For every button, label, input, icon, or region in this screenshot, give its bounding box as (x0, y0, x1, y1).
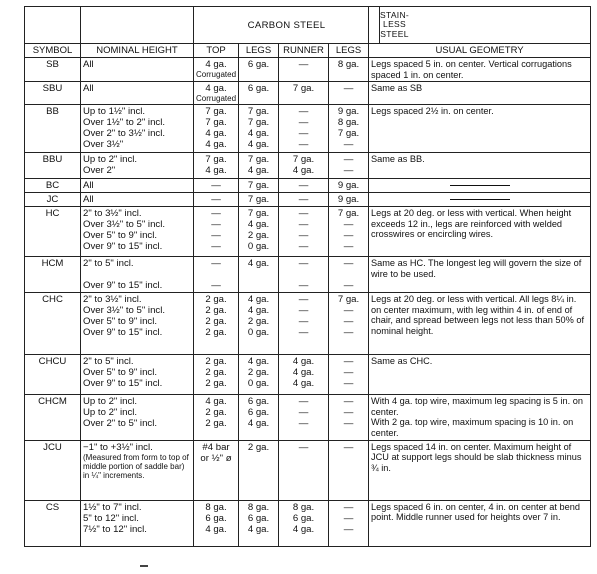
legs-cell-line: 4 ga. (247, 165, 270, 177)
top-cell-line: 4 ga. (205, 165, 227, 177)
ss-legs-cell (329, 153, 369, 179)
table-row (25, 355, 591, 395)
col-legs: LEGS (239, 44, 279, 58)
geometry-cell-line: Legs spaced 2½ in. on center. (371, 106, 494, 117)
table-row (25, 440, 591, 500)
runner-cell-line: — (298, 128, 309, 140)
geometry-cell (369, 58, 591, 82)
runner-cell-line: — (298, 441, 309, 453)
nominal-height-cell-line: All (83, 180, 94, 192)
runner-cell-line: 4 ga. (292, 523, 315, 535)
top-cell-line: 4 ga. (205, 523, 227, 535)
col-runner: RUNNER (279, 44, 329, 58)
top-cell-line: 2 ga. (205, 367, 227, 379)
legs-cell-line: 4 ga. (247, 305, 270, 317)
runner-cell-line: 4 ga. (292, 165, 315, 177)
header-column-row (25, 44, 591, 58)
nominal-height-cell-line: Over 9" to 15" incl. (83, 327, 163, 339)
runner-cell-line: 7 ga. (292, 83, 315, 95)
runner-cell (279, 179, 329, 193)
nominal-height-cell (81, 207, 194, 257)
top-cell-line (196, 269, 236, 280)
runner-cell-line: 4 ga. (292, 367, 315, 379)
symbol-cell: CHCU (25, 355, 81, 395)
runner-cell (279, 105, 329, 153)
nominal-height-cell (81, 82, 194, 105)
legs-cell-line: 0 ga. (247, 327, 270, 339)
runner-cell (279, 207, 329, 257)
runner-cell-line: — (298, 106, 309, 118)
legs-cell-line: 4 ga. (247, 139, 270, 151)
legs-cell-line: 7 ga. (247, 180, 270, 192)
ss-legs-cell (329, 355, 369, 395)
top-cell-line: — (211, 280, 221, 292)
legs-cell-line: 4 ga. (247, 128, 270, 140)
top-cell-line: — (211, 258, 221, 270)
col-nominal-height: NOMINAL HEIGHT (81, 44, 194, 58)
runner-cell (279, 440, 329, 500)
legs-cell-line (241, 280, 276, 291)
table-row (25, 179, 591, 193)
nominal-height-cell (81, 58, 194, 82)
nominal-height-cell (81, 440, 194, 500)
nominal-height-cell (81, 193, 194, 207)
legs-cell-line: 4 ga. (247, 258, 270, 270)
top-cell-line: 2 ga. (205, 316, 227, 328)
top-cell-line: 7 ga. (205, 106, 227, 118)
ss-legs-cell-line: — (343, 241, 354, 253)
nominal-height-cell-line: 2" to 5" incl. (83, 258, 134, 270)
legs-cell-line (241, 269, 276, 280)
top-cell-line: 4 ga. (205, 83, 227, 95)
table-row (25, 500, 591, 546)
top-cell (194, 440, 239, 500)
top-cell-line: Corrugated (196, 94, 236, 104)
top-cell-line: 4 ga. (205, 396, 227, 408)
col-usual-geometry: USUAL GEOMETRY (369, 44, 591, 58)
header-blank-cell (25, 7, 81, 44)
nominal-height-cell-line: Over 3½" (83, 139, 124, 151)
ss-legs-cell-line: — (343, 258, 354, 270)
legs-cell-line: 4 ga. (247, 294, 270, 306)
legs-cell-line: 2 ga. (247, 441, 270, 453)
runner-cell-line: — (298, 117, 309, 129)
symbol-cell: BC (25, 179, 81, 193)
blank-rule (450, 199, 510, 200)
top-cell-line: — (211, 230, 221, 242)
runner-cell-line: — (298, 194, 309, 206)
top-cell-line: — (211, 208, 221, 220)
table-row (25, 58, 591, 82)
runner-cell-line: 4 ga. (292, 378, 315, 390)
table-body (25, 58, 591, 547)
top-cell-line: 2 ga. (205, 294, 227, 306)
top-cell-line: #4 bar (202, 441, 230, 453)
nominal-height-cell-line: Over 9" to 15" incl. (83, 378, 163, 390)
top-cell-line: 4 ga. (205, 139, 227, 151)
ss-legs-cell-line: — (343, 154, 354, 166)
nominal-height-cell-line: Over 9" to 15" incl. (83, 280, 163, 292)
nominal-height-cell (81, 395, 194, 440)
stainless-line: STAIN- (380, 9, 410, 20)
top-cell-line: 2 ga. (205, 305, 227, 317)
stainless-steel-heading (380, 7, 409, 43)
footnote-mark (140, 565, 148, 567)
ss-legs-cell (329, 105, 369, 153)
header-group-cell (194, 7, 410, 44)
top-cell-line: 6 ga. (205, 512, 227, 524)
top-cell-line: 2 ga. (205, 356, 227, 368)
runner-cell-line: — (298, 316, 309, 328)
nominal-height-cell-line: 7½" to 12" incl. (83, 523, 147, 535)
symbol-cell: HCM (25, 257, 81, 293)
top-cell-line: 7 ga. (205, 154, 227, 166)
ss-legs-cell (329, 293, 369, 355)
geometry-cell-line: Legs at 20 deg. or less with vertical. All legs 8¼ in. on center maximum, with leg within 4 in. of end of chair, and spread between legs not less than 50% of nominal height. (371, 294, 585, 336)
table-row (25, 105, 591, 153)
geometry-cell (369, 257, 591, 293)
top-cell-line: 8 ga. (205, 501, 227, 513)
legs-cell-line: 4 ga. (247, 356, 270, 368)
ss-legs-cell (329, 179, 369, 193)
runner-cell (279, 257, 329, 293)
legs-cell-line: 0 ga. (247, 378, 270, 390)
top-cell (194, 355, 239, 395)
col-top: TOP (194, 44, 239, 58)
legs-cell (239, 355, 279, 395)
nominal-height-cell-line: 2" to 3½" incl. (83, 294, 142, 306)
nominal-height-cell-line: Over 9" to 15" incl. (83, 241, 163, 253)
top-cell-line: 2 ga. (205, 327, 227, 339)
geometry-cell (369, 500, 591, 546)
nominal-height-cell (81, 179, 194, 193)
geometry-cell (369, 395, 591, 440)
top-cell (194, 257, 239, 293)
ss-legs-cell-line: 8 ga. (337, 117, 360, 129)
symbol-cell: JC (25, 193, 81, 207)
legs-cell-line: 8 ga. (247, 501, 270, 513)
ss-legs-cell-line: — (343, 378, 354, 390)
nominal-height-cell-line: Over 2" to 5" incl. (83, 418, 157, 430)
geometry-cell-line: Legs spaced 5 in. on center. Vertical corrugations spaced 1 in. on center. (371, 59, 572, 80)
nominal-height-cell (81, 257, 194, 293)
top-cell-line: 2 ga. (205, 418, 227, 430)
nominal-height-cell-line: All (83, 194, 94, 206)
legs-cell-line: 7 ga. (247, 106, 270, 118)
legs-cell (239, 105, 279, 153)
geometry-cell-line: Legs at 20 deg. or less with vertical. When height exceeds 12 in., legs are reinforced with welded crosswires or encircling wires. (371, 208, 572, 240)
geometry-cell (369, 293, 591, 355)
geometry-cell-line: With 4 ga. top wire, maximum leg spacing is 5 in. on center. (371, 396, 583, 417)
nominal-height-cell-line: Up to 2" incl. (83, 154, 138, 166)
runner-cell-line: — (298, 230, 309, 242)
runner-cell-line: — (298, 139, 309, 151)
nominal-height-cell-line: Over 3½" to 5" incl. (83, 305, 165, 317)
symbol-cell: SB (25, 58, 81, 82)
top-cell-line: — (211, 194, 221, 206)
legs-cell-line: 6 ga. (247, 83, 270, 95)
blank-rule (450, 185, 510, 186)
top-cell-line: 4 ga. (205, 128, 227, 140)
runner-cell-line: 4 ga. (292, 356, 315, 368)
runner-cell-line: — (298, 407, 309, 419)
runner-cell (279, 500, 329, 546)
ss-legs-cell-line: — (343, 407, 354, 419)
geometry-cell (369, 193, 591, 207)
geometry-cell-line: Same as HC. The longest leg will govern the size of wire to be used. (371, 258, 582, 279)
table-row (25, 193, 591, 207)
stainless-line: STEEL (380, 28, 409, 39)
ss-legs-cell-line: — (343, 230, 354, 242)
symbol-cell: CS (25, 500, 81, 546)
legs-cell (239, 395, 279, 440)
runner-cell-line: — (298, 305, 309, 317)
runner-cell-line: — (298, 280, 309, 292)
geometry-cell-line: Same as SB (371, 83, 423, 94)
ss-legs-cell-line: 7 ga. (337, 208, 360, 220)
legs-cell (239, 193, 279, 207)
legs-cell-line: 6 ga. (247, 512, 270, 524)
legs-cell (239, 82, 279, 105)
geometry-cell-line: Same as BB. (371, 154, 425, 165)
legs-cell-line: 4 ga. (247, 219, 270, 231)
ss-legs-cell-line: — (343, 356, 354, 368)
nominal-height-cell-line: Over 5" to 9" incl. (83, 230, 157, 242)
ss-legs-cell (329, 207, 369, 257)
legs-cell-line: 6 ga. (247, 407, 270, 419)
legs-cell (239, 179, 279, 193)
ss-legs-cell (329, 440, 369, 500)
top-cell-line: — (211, 219, 221, 231)
top-cell-line: Corrugated (196, 70, 236, 79)
ss-legs-cell-line: — (343, 418, 354, 430)
runner-cell-line: 6 ga. (292, 512, 315, 524)
runner-cell-line (281, 269, 326, 280)
runner-cell (279, 355, 329, 395)
runner-cell-line: — (298, 418, 309, 430)
nominal-height-cell-line: Over 5" to 9" incl. (83, 316, 157, 328)
ss-legs-cell-line: — (343, 396, 354, 408)
carbon-steel-heading: CARBON STEEL (194, 7, 380, 43)
top-cell (194, 105, 239, 153)
legs-cell (239, 257, 279, 293)
nominal-height-cell (81, 105, 194, 153)
bar-support-spec-table (24, 6, 591, 547)
nominal-height-cell-line: All (83, 59, 94, 70)
table-row (25, 153, 591, 179)
ss-legs-cell-line: — (343, 83, 354, 95)
symbol-cell: BB (25, 105, 81, 153)
runner-cell-line: — (298, 294, 309, 306)
ss-legs-cell-line: 7 ga. (337, 294, 360, 306)
legs-cell-line: 2 ga. (247, 230, 270, 242)
nominal-height-cell-line: −1" to +3½" incl. (83, 441, 153, 453)
nominal-height-cell-line (83, 269, 191, 280)
top-cell (194, 293, 239, 355)
geometry-cell (369, 179, 591, 193)
top-cell-line: — (211, 241, 221, 253)
ss-legs-cell-line: — (343, 501, 354, 513)
legs-cell-line: 4 ga. (247, 523, 270, 535)
ss-legs-cell-line: — (343, 219, 354, 231)
nominal-height-cell-line: Up to 2" incl. (83, 396, 138, 408)
table-row (25, 395, 591, 440)
ss-legs-cell (329, 500, 369, 546)
top-cell (194, 500, 239, 546)
nominal-height-cell (81, 355, 194, 395)
runner-cell (279, 153, 329, 179)
ss-legs-cell-line: 8 ga. (337, 59, 360, 70)
top-cell (194, 82, 239, 105)
geometry-cell (369, 82, 591, 105)
ss-legs-cell (329, 395, 369, 440)
col-symbol: SYMBOL (25, 44, 81, 58)
geometry-cell-line: Legs spaced 6 in. on center, 4 in. on center at bend point. Middle runner used for heights over 7 in. (371, 501, 580, 523)
table-row (25, 207, 591, 257)
table-row (25, 257, 591, 293)
table-row (25, 82, 591, 105)
nominal-height-cell-line: Up to 2" incl. (83, 407, 138, 419)
runner-cell (279, 82, 329, 105)
nominal-height-cell-line: Over 3½" to 5" incl. (83, 219, 165, 231)
legs-cell (239, 58, 279, 82)
runner-cell-line: 7 ga. (292, 154, 315, 166)
col-ss-legs: LEGS (329, 44, 369, 58)
nominal-height-cell (81, 153, 194, 179)
table-row (25, 293, 591, 355)
top-cell-line: 4 ga. (205, 59, 227, 70)
ss-legs-cell-line: 7 ga. (337, 128, 360, 140)
runner-cell (279, 395, 329, 440)
ss-legs-cell-line: 9 ga. (337, 180, 360, 192)
nominal-height-cell-line: Over 2" (83, 165, 116, 177)
nominal-height-cell-line: (Measured from form to top of middle portion of saddle bar) in ¼" increments. (83, 452, 189, 480)
legs-cell-line: 7 ga. (247, 194, 270, 206)
nominal-height-cell-line: Over 5" to 9" incl. (83, 367, 157, 379)
ss-legs-cell (329, 257, 369, 293)
ss-legs-cell-line: — (343, 305, 354, 317)
nominal-height-cell-line: 2" to 3½" incl. (83, 208, 142, 220)
ss-legs-cell-line: — (343, 280, 354, 292)
top-cell-line: — (211, 180, 221, 192)
symbol-cell: SBU (25, 82, 81, 105)
legs-cell-line: 2 ga. (247, 367, 270, 379)
ss-legs-cell-line (331, 269, 366, 280)
symbol-cell: HC (25, 207, 81, 257)
legs-cell-line: 4 ga. (247, 418, 270, 430)
nominal-height-cell-line: 2" to 5" incl. (83, 356, 134, 368)
ss-legs-cell (329, 82, 369, 105)
geometry-cell-line: With 2 ga. top wire, maximum spacing is 10 in. on center. (371, 417, 574, 438)
runner-cell-line: — (298, 208, 309, 220)
runner-cell-line: — (298, 59, 309, 70)
nominal-height-cell-line: Over 2" to 3½" incl. (83, 128, 165, 140)
runner-cell (279, 293, 329, 355)
legs-cell (239, 207, 279, 257)
legs-cell-line: 7 ga. (247, 117, 270, 129)
ss-legs-cell-line: 9 ga. (337, 106, 360, 118)
legs-cell (239, 153, 279, 179)
runner-cell (279, 193, 329, 207)
legs-cell-line: 6 ga. (247, 396, 270, 408)
runner-cell-line: — (298, 180, 309, 192)
ss-legs-cell-line: — (343, 327, 354, 339)
runner-cell-line: — (298, 241, 309, 253)
symbol-cell: CHC (25, 293, 81, 355)
nominal-height-cell-line: Over 1½" to 2" incl. (83, 117, 165, 129)
geometry-cell (369, 355, 591, 395)
top-cell (194, 153, 239, 179)
runner-cell-line: — (298, 327, 309, 339)
legs-cell-line: 0 ga. (247, 241, 270, 253)
symbol-cell: JCU (25, 440, 81, 500)
geometry-cell-line: Legs spaced 14 in. on center. Maximum height of JCU at support legs should be slab thickness minus ¾ in. (371, 441, 582, 473)
legs-cell-line: 7 ga. (247, 154, 270, 166)
geometry-cell (369, 207, 591, 257)
ss-legs-cell-line: — (343, 523, 354, 535)
ss-legs-cell (329, 193, 369, 207)
nominal-height-cell-line: All (83, 83, 94, 95)
header-blank-cell (81, 7, 194, 44)
ss-legs-cell-line: — (343, 512, 354, 524)
top-cell (194, 193, 239, 207)
ss-legs-cell-line: — (343, 441, 354, 453)
symbol-cell: CHCM (25, 395, 81, 440)
stainless-line: LESS (383, 19, 406, 30)
runner-cell (279, 58, 329, 82)
legs-cell-line: 2 ga. (247, 316, 270, 328)
geometry-cell-line: Same as CHC. (371, 356, 433, 367)
top-cell-line: or ½" ø (200, 452, 232, 464)
nominal-height-cell (81, 293, 194, 355)
header-group-row (25, 7, 591, 44)
runner-cell-line: — (298, 219, 309, 231)
ss-legs-cell-line: — (343, 316, 354, 328)
top-cell (194, 395, 239, 440)
legs-cell-line: 6 ga. (247, 59, 270, 70)
runner-cell-line: — (298, 258, 309, 270)
geometry-cell (369, 105, 591, 153)
geometry-cell (369, 440, 591, 500)
top-cell (194, 58, 239, 82)
geometry-cell (369, 153, 591, 179)
nominal-height-cell-line: Up to 1½" incl. (83, 106, 146, 118)
legs-cell (239, 293, 279, 355)
top-cell (194, 207, 239, 257)
ss-legs-cell (329, 58, 369, 82)
legs-cell (239, 500, 279, 546)
ss-legs-cell-line: — (343, 139, 354, 151)
ss-legs-cell-line: — (343, 367, 354, 379)
ss-legs-cell-line: — (343, 165, 354, 177)
nominal-height-cell (81, 500, 194, 546)
top-cell-line: 2 ga. (205, 378, 227, 390)
nominal-height-cell-line: 1½" to 7" incl. (83, 501, 142, 513)
legs-cell-line: 7 ga. (247, 208, 270, 220)
top-cell-line: 7 ga. (205, 117, 227, 129)
symbol-cell: BBU (25, 153, 81, 179)
top-cell-line: 2 ga. (205, 407, 227, 419)
legs-cell (239, 440, 279, 500)
runner-cell-line: 8 ga. (292, 501, 315, 513)
runner-cell-line: — (298, 396, 309, 408)
nominal-height-cell-line: 5" to 12" incl. (83, 512, 139, 524)
ss-legs-cell-line: 9 ga. (337, 194, 360, 206)
top-cell (194, 179, 239, 193)
